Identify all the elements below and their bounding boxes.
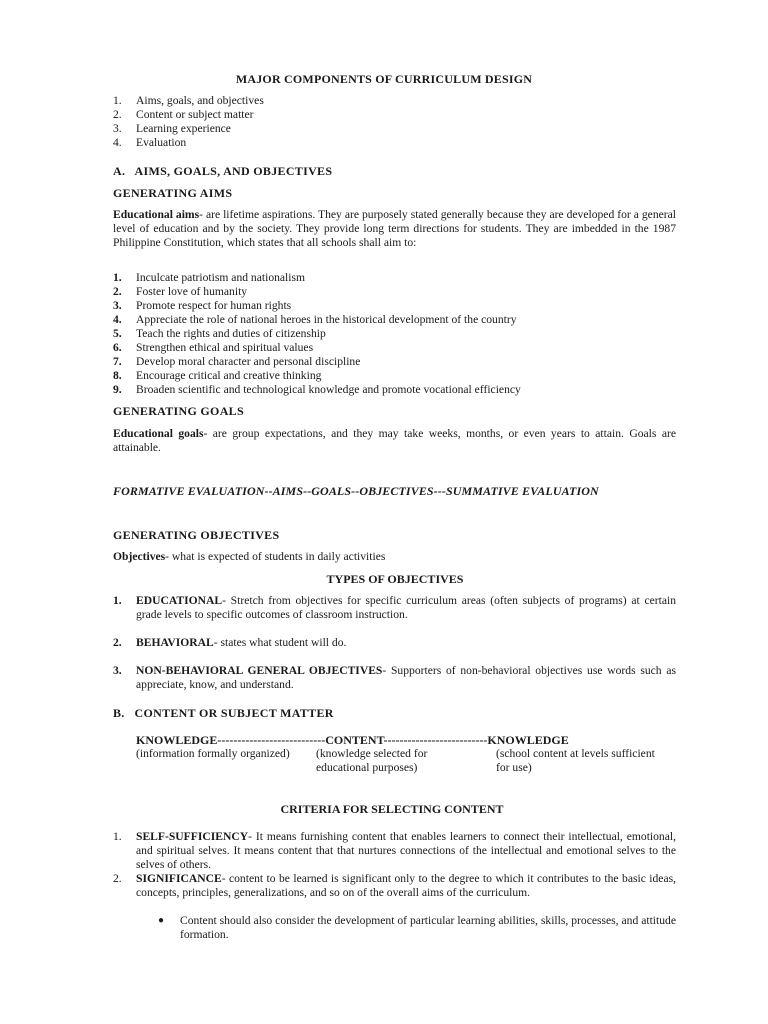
aims-text: - are lifetime aspirations. They are purposely stated generally because they are developed for a general level of education and by the society. They provide long term directions for students. They are imbedded in the 1987 Philippine Constitution, which states that all schools shall aim to: [113, 208, 676, 249]
content-note: (knowledge selected for educational purposes) [316, 747, 428, 774]
criteria-item: 2. SIGNIFICANCE- content to be learned is significant only to the degree to which it contributes to the basic ideas, concepts, principles, generalizations, and so on of the overall aims of the curriculum. [113, 872, 676, 899]
list-item: 2. Foster love of humanity [113, 285, 248, 298]
knowledge-note: (school content at levels sufficient for use) [496, 747, 655, 774]
goals-paragraph [113, 427, 676, 455]
page-title: MAJOR COMPONENTS OF CURRICULUM DESIGN [235, 72, 533, 86]
types-of-objectives-title: TYPES OF OBJECTIVES [326, 572, 464, 586]
list-item: 5. Teach the rights and duties of citizenship [113, 327, 326, 340]
list-item: 6. Strengthen ethical and spiritual values [113, 341, 314, 354]
objective-type-item: 2. BEHAVIORAL- states what student will do. [113, 636, 347, 649]
list-item: 8. Encourage critical and creative thinking [113, 369, 322, 382]
aims-heading: GENERATING AIMS [113, 186, 233, 200]
objectives-text: - what is expected of students in daily activities [165, 550, 386, 563]
evaluation-flow-line: FORMATIVE EVALUATION--AIMS--GOALS--OBJECTIVES---SUMMATIVE EVALUATION [113, 484, 599, 498]
list-item: 4. Appreciate the role of national heroes in the historical development of the country [113, 313, 517, 326]
goals-text: - are group expectations, and they may take weeks, months, or even years to attain. Goals are attainable. [113, 427, 676, 454]
objective-type-item: 3. NON-BEHAVIORAL GENERAL OBJECTIVES- Supporters of non-behavioral objectives use words such as appreciate, know, and understand. [113, 664, 677, 691]
list-item: 3. Learning experience [113, 122, 231, 135]
list-item: 4. Evaluation [113, 136, 187, 149]
knowledge-note: (information formally organized) [136, 747, 290, 760]
list-item: 2. Content or subject matter [113, 108, 254, 121]
aims-paragraph [113, 208, 676, 250]
components-list [113, 94, 264, 150]
objectives-paragraph [113, 550, 676, 564]
bullet-item: ● Content should also consider the development of particular learning abilities, skills, processes, and attitude formation. [158, 914, 676, 941]
goals-term: Educational goals [113, 427, 204, 440]
list-item: 9. Broaden scientific and technological knowledge and promote vocational efficiency [113, 383, 521, 396]
knowledge-content-line: KNOWLEDGE---------------------------CONTENT--------------------------KNOWLEDGE [136, 733, 569, 747]
list-item: 1. Aims, goals, and objectives [113, 94, 264, 107]
list-item: 1. Inculcate patriotism and nationalism [113, 271, 306, 284]
objective-type-item: 1. EDUCATIONAL- Stretch from objectives for specific curriculum areas (often subjects of programs) at certain grade levels to specific outcomes of classroom instruction. [113, 594, 676, 621]
aims-list [113, 271, 521, 397]
section-a-heading: A. AIMS, GOALS, AND OBJECTIVES [113, 164, 333, 178]
list-item: 3. Promote respect for human rights [113, 299, 292, 312]
list-item: 7. Develop moral character and personal discipline [113, 355, 361, 368]
section-b-heading: B. CONTENT OR SUBJECT MATTER [113, 706, 334, 720]
criteria-item: 1. SELF-SUFFICIENCY- It means furnishing content that enables learners to connect their intellectual, emotional, and spiritual selves. It means content that that nurtures connections of the intellectual and emotional selves to the selves of others. [113, 830, 676, 871]
aims-term: Educational aims [113, 208, 200, 221]
criteria-title: CRITERIA FOR SELECTING CONTENT [280, 802, 504, 816]
objectives-term: Objectives [113, 550, 166, 563]
bullet-icon: ● [158, 915, 165, 926]
goals-heading: GENERATING GOALS [113, 404, 244, 418]
objectives-heading: GENERATING OBJECTIVES [113, 528, 280, 542]
